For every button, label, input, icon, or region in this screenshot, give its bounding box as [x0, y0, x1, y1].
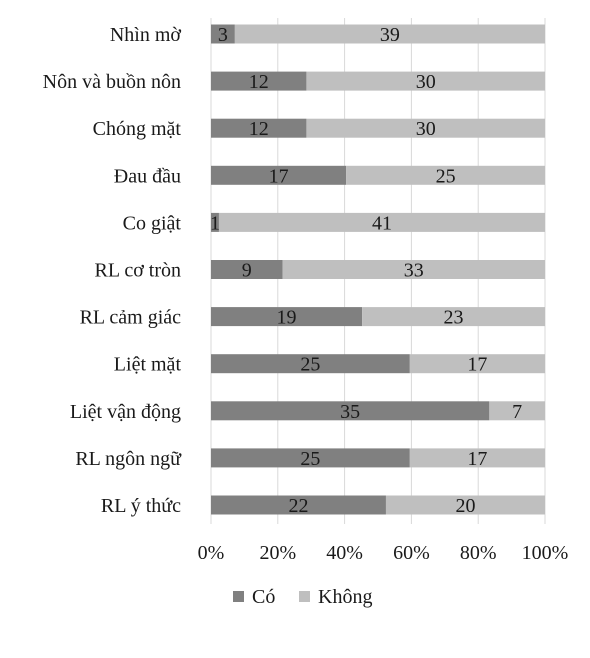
- legend-label: Có: [252, 586, 276, 608]
- category-label: Co giật: [122, 212, 181, 235]
- category-label: Nhìn mờ: [109, 24, 181, 46]
- x-tick-label: 40%: [326, 542, 363, 564]
- data-label: 1: [209, 212, 220, 235]
- data-label: 17: [467, 353, 488, 376]
- category-label: Liệt vận động: [69, 400, 181, 423]
- bars: [211, 25, 545, 515]
- category-label: RL ngôn ngữ: [75, 447, 181, 470]
- category-label: RL cảm giác: [79, 306, 181, 329]
- category-label: RL ý thức: [100, 495, 181, 517]
- legend-swatch: [299, 591, 310, 602]
- category-labels: [43, 24, 182, 517]
- data-label: 3: [217, 24, 228, 46]
- data-label: 17: [268, 165, 289, 188]
- legend: [233, 586, 372, 608]
- data-label: 25: [300, 353, 321, 376]
- legend-swatch: [233, 591, 244, 602]
- data-label: 22: [288, 495, 309, 517]
- data-label: 41: [371, 212, 392, 235]
- data-label: 7: [512, 400, 523, 423]
- data-label: 30: [415, 71, 436, 94]
- category-label: Chóng mặt: [92, 118, 181, 141]
- data-label: 19: [276, 306, 297, 329]
- category-label: Liệt mặt: [113, 353, 181, 376]
- data-label: 12: [248, 71, 269, 94]
- category-label: Đau đầu: [113, 165, 181, 188]
- data-label: 39: [379, 24, 400, 46]
- x-axis-ticks: [198, 542, 569, 564]
- x-tick-label: 20%: [259, 542, 297, 564]
- data-label: 33: [403, 259, 424, 282]
- x-tick-label: 60%: [393, 542, 430, 564]
- x-tick-label: 80%: [459, 542, 497, 564]
- data-label: 17: [467, 447, 488, 470]
- x-tick-label: 100%: [521, 542, 569, 564]
- category-label: Nôn và buồn nôn: [42, 71, 181, 94]
- category-label: RL cơ tròn: [94, 259, 181, 282]
- data-label: 20: [455, 495, 476, 517]
- data-label: 35: [340, 400, 361, 423]
- data-label: 30: [415, 118, 436, 141]
- data-label: 9: [241, 259, 252, 282]
- data-label: 23: [443, 306, 464, 329]
- x-tick-label: 0%: [197, 542, 225, 564]
- data-label: 25: [435, 165, 456, 188]
- legend-label: Không: [318, 586, 373, 608]
- data-label: 25: [300, 447, 321, 470]
- data-label: 12: [248, 118, 269, 141]
